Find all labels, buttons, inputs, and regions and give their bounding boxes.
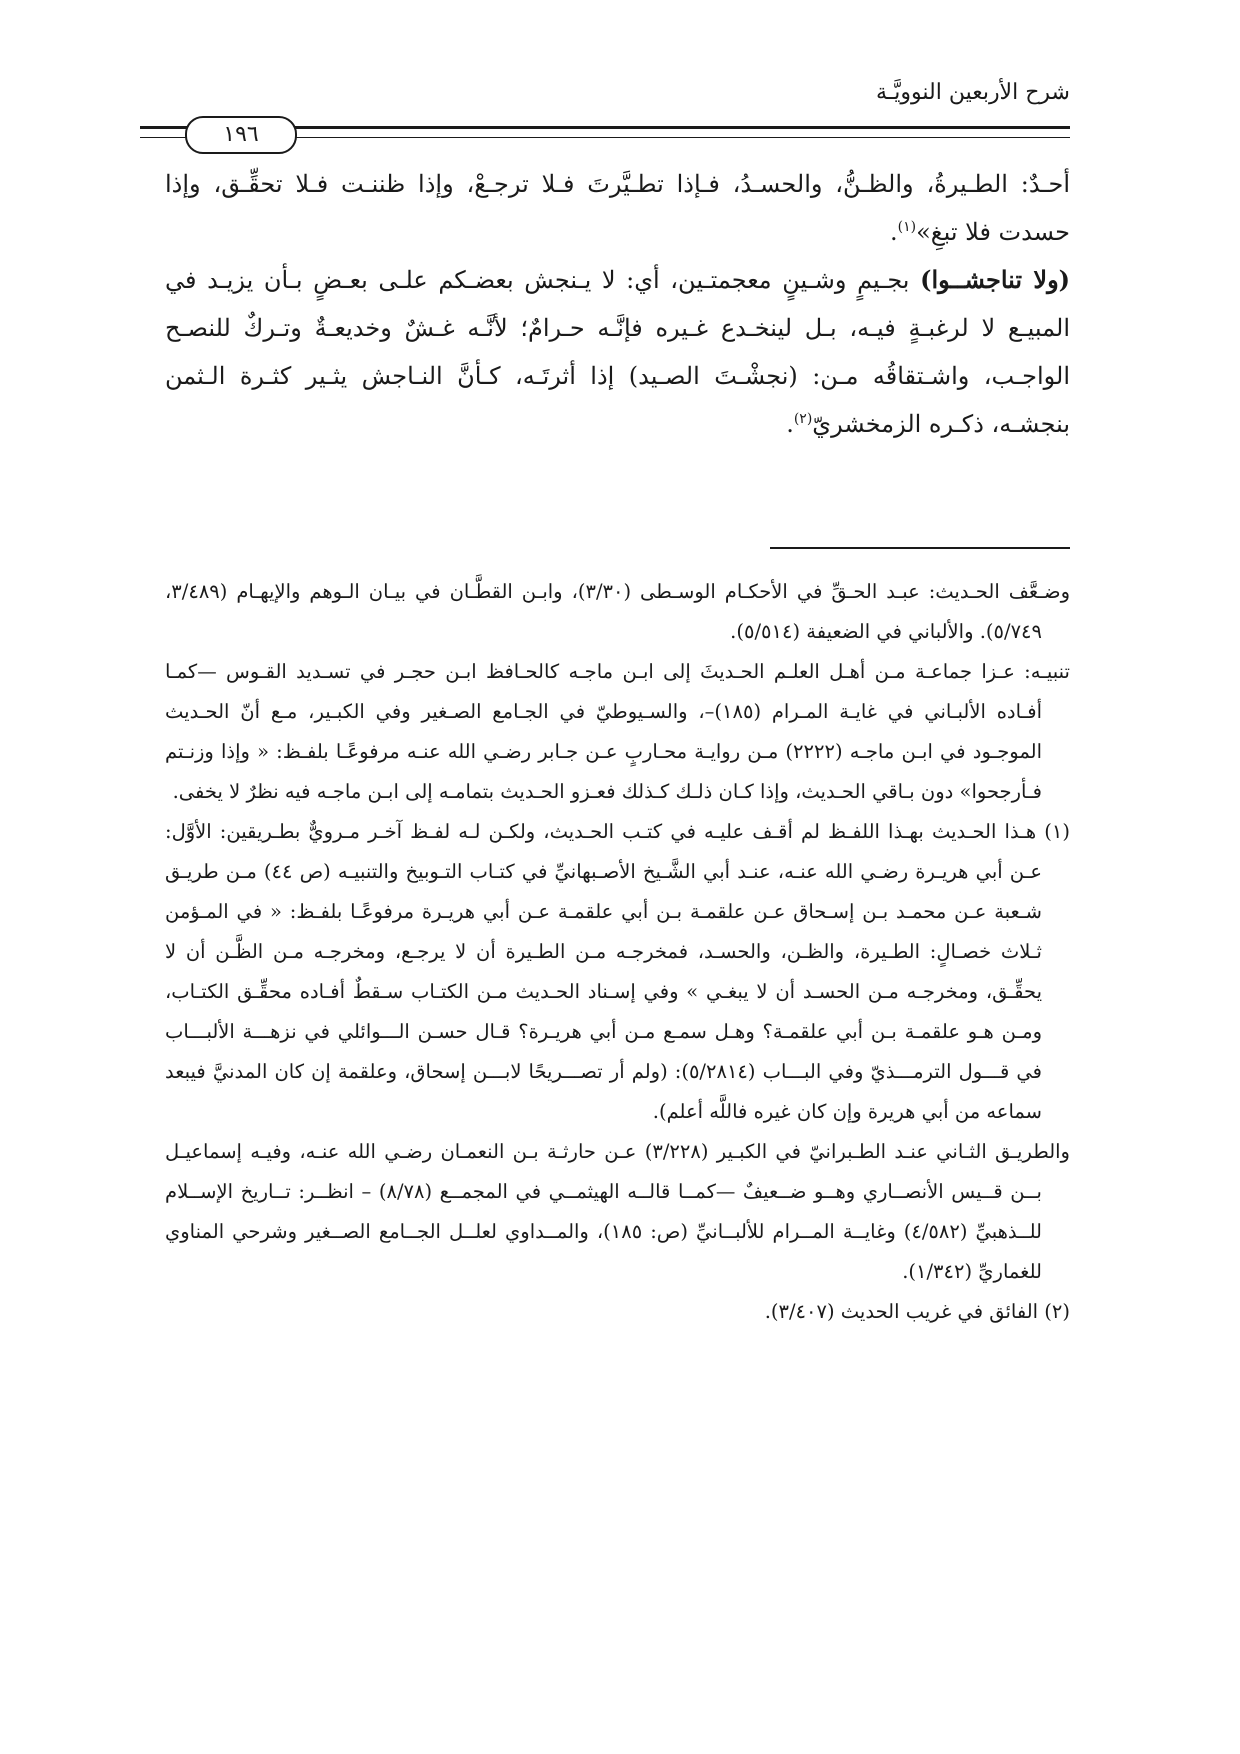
main-paragraph-2-end: . [786, 410, 794, 438]
footnote-1-continuation: والطريـق الثـاني عنـد الطـبرانيّ في الكبـير (٣/٢٢٨) عـن حارثـة بـن النعمـان رضـي الله عنـه، وفيـه إسماعيـل بــن قــيس الأنصــاري وهــو ضــعيفٌ —كمــا قالــه الهيثمــي في المجمــع (٨/٧٨) – انظــر: تــاريخ الإســلام للــذهبيِّ (٤/٥٨٢) وغايــة المــرام للألبــانيِّ (ص: ١٨٥)، والمــداوي لعلــل الجــامع الصــغير وشرحي المناوي للغماريِّ (١/٣٤٢). [165, 1140, 1070, 1283]
footnotes [165, 572, 1070, 1332]
footnote-2: (٢) الفائق في غريب الحديث (٣/٤٠٧). [764, 1300, 1070, 1323]
main-paragraph-1-text: أحـدٌ: الطـيرةُ، والظـنُّ، والحسـدُ، فـإذا تطـيَّرتَ فـلا ترجـعْ، وإذا ظننـت فـلا تحقِّـق، وإذا حسدت فلا تبغِ» [165, 170, 1070, 246]
footnote-ref-2: (٢) [793, 411, 813, 427]
main-paragraph-2 [165, 256, 1070, 448]
footnote-1: (١) هـذا الحـديث بهـذا اللفـظ لم أقـف عليـه في كتـب الحـديث، ولكـن لـه لفـظ آخـر مـرويٌّ بطـريقين: الأوَّل: عـن أبي هريـرة رضـي الله عنـه، عنـد أبي الشَّـيخ الأصـبهانيِّ في كتـاب التـوبيخ والتنبيـه (ص ٤٤) مـن طريـق شـعبة عـن محمـد بـن إسـحاق عـن علقمـة بـن أبي علقمـة عـن أبي هريـرة مرفوعًـا بلفـظ: « في المـؤمن ثـلاث خصـالٍ: الطـيرة، والظـن، والحسـد، فمخرجـه مـن الطـيرة أن لا يرجـع، ومخرجـه مـن الظَّـن أن لا يحقِّـق، ومخرجـه مـن الحسـد أن لا يبغـي » وفي إسـناد الحـديث مـن الكتـاب سـقطٌ أفـاده محقِّـق الكتـاب، ومـن هـو علقمـة بـن أبي علقمـة؟ وهـل سمـع مـن أبي هريـرة؟ قـال حسـن الـــوائلي في نزهـــة الألبـــاب في قـــول الترمـــذيّ وفي البـــاب (٥/٢٨١٤): (ولم أر تصـــريحًا لابـــن إسحاق، وعلقمة إن كان المدنيَّ فيبعد سماعه من أبي هريرة وإن كان غيره فاللَّه أعلم). [165, 820, 1070, 1123]
page-number: ١٩٦ [185, 116, 297, 154]
footnote-continuation: وضـعَّف الحـديث: عبـد الحـقِّ في الأحكـام الوسـطى (٣/٣٠)، وابـن القطَّـان في بيـان الـوهم والإيهـام (٣/٤٨٩، ٥/٧٤٩). والألباني في الضعيفة (٥/٥١٤). [165, 580, 1070, 643]
running-header-title: شرح الأربعين النوويَّـة [876, 80, 1070, 105]
main-paragraph-2-text: بجـيمٍ وشـينٍ معجمتـين، أي: لا يـنجش بعضـكم علـى بعـضٍ بـأن يزيـد في المبيـع لا لرغبـةٍ فيـه، بـل لينخـدع غـيره فإنَّـه حـرامٌ؛ لأنَّـه غـشٌ وخديعـةٌ وتـركٌ للنصـح الواجـب، واشـتقاقُه مـن: (نجشْـتَ الصـيد) إذا أثرتَـه، كـأنَّ النـاجش يثـير كثـرة الـثمن بنجشـه، ذكـره الزمخشريّ [165, 266, 1070, 438]
main-paragraph-1-end: . [890, 218, 898, 246]
hadith-phrase: (ولا تناجشــوا) [920, 265, 1071, 294]
footnote-note: تنبيـه: عـزا جماعـة مـن أهـل العلـم الحـديثَ إلى ابـن ماجـه كالحـافظ ابـن حجـر في تسـديد القـوس —كمـا أفـاده الألبـاني في غايـة المـرام (١٨٥)–، والسـيوطيّ في الجـامع الصـغير وفي الكبـير، مـع أنّ الحـديث الموجـود في ابـن ماجـه (٢٢٢٢) مـن روايـة محـاربٍ عـن جـابر رضـي الله عنـه مرفوعًـا بلفـظ: « وإذا وزنـتم فـأرجحوا» دون بـاقي الحـديث، وإذا كـان ذلـك كـذلك فعـزو الحـديث بتمامـه إلى ابـن ماجـه فيه نظرٌ لا يخفى. [165, 660, 1070, 803]
footnote-separator [770, 547, 1070, 549]
main-text [165, 160, 1070, 448]
main-paragraph-1 [165, 160, 1070, 256]
footnote-ref-1: (١) [897, 219, 917, 235]
